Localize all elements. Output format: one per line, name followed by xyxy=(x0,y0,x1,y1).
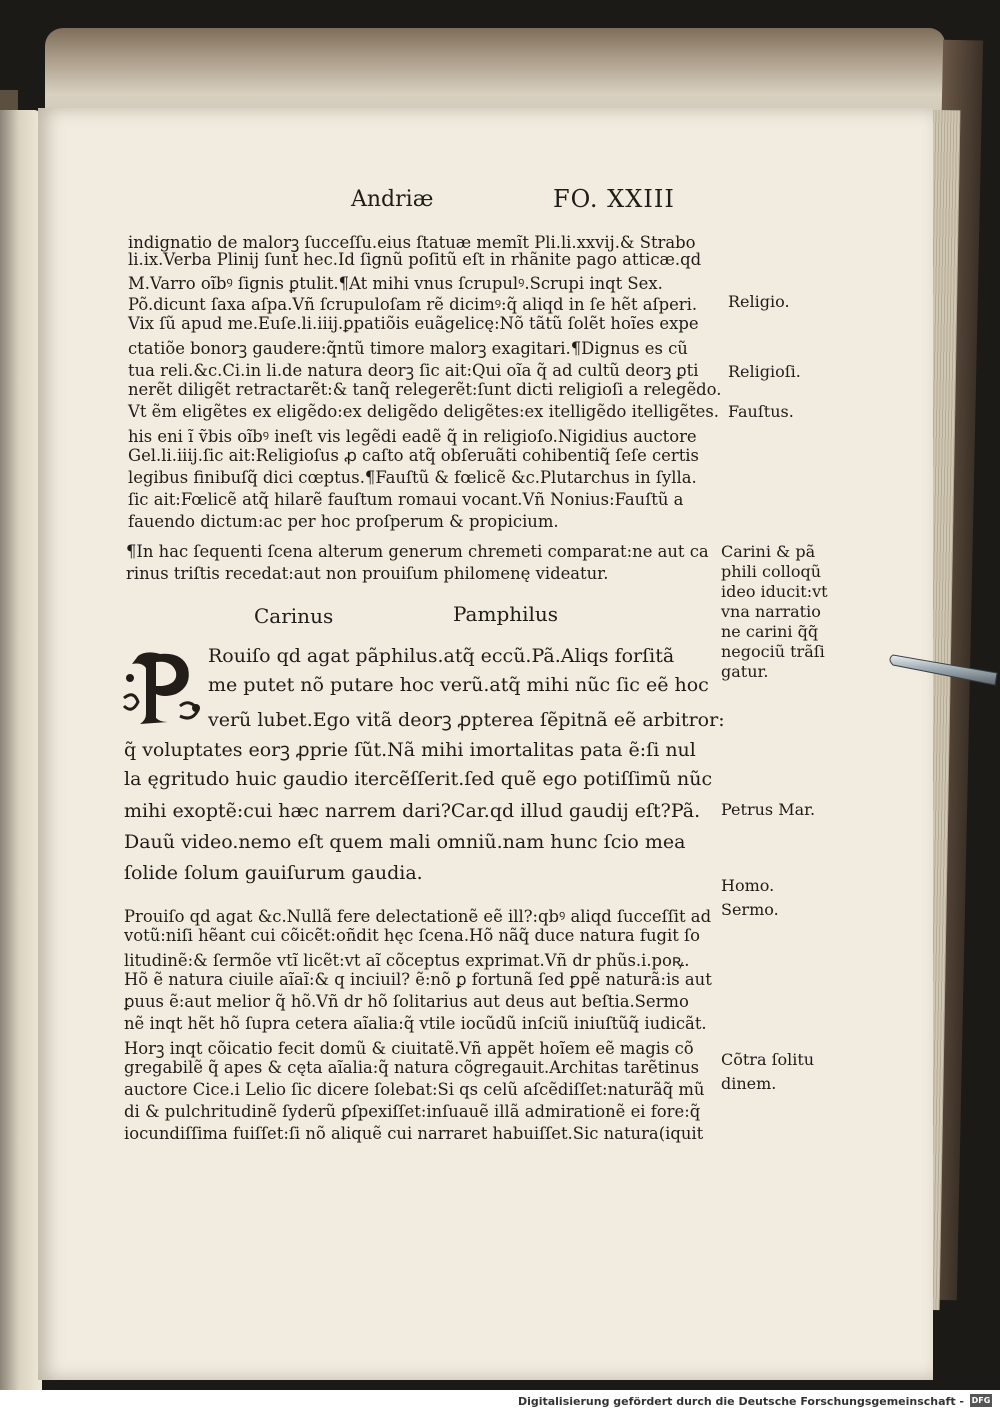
book-page xyxy=(38,108,933,1380)
margin-note-religiosi: Religioſi. xyxy=(728,362,801,381)
text-line: legibus finibuſq̃ dici cœptus.¶Fauſtũ & fœlicẽ &c.Plutarchus in ſylla. xyxy=(128,468,697,487)
play-line: q̃ voluptates eorꝫ ꝓprie ſũt.Nã mihi imortalitas pata ẽ:ſi nul xyxy=(124,739,696,761)
margin-note-faustus: Fauſtus. xyxy=(728,402,794,421)
dfg-logo: DFG xyxy=(971,1396,991,1405)
text-line: ſic ait:Fœlicẽ atq̃ hilarẽ fauſtum romaui vocant.Vñ Nonius:Fauſtũ a xyxy=(128,490,684,509)
text-line: indignatio de malorꝫ ſucceſſu.eius ſtatuæ memĩt Pli.li.xxvij.& Strabo xyxy=(128,233,696,252)
funding-credit: Digitalisierung gefördert durch die Deutsche Forschungsgemeinschaft - xyxy=(517,1395,964,1408)
margin-note-petrus: Petrus Mar. xyxy=(721,800,816,819)
text-line: fauendo dictum:ac per hoc proſperum & propicium. xyxy=(128,512,559,531)
margin-note-carini: Carini & pã xyxy=(721,542,816,561)
speaker-carinus: Carinus xyxy=(254,604,334,628)
left-page-edge xyxy=(0,110,42,1390)
folio-number: FO. XXIII xyxy=(553,185,675,213)
text-line: Horꝫ inqt cõicatio fecit domũ & ciuitatẽ.Vñ appẽt hoĩem eẽ magis cõ xyxy=(124,1039,694,1058)
footer-bar xyxy=(0,1390,1000,1412)
text-line: nẽ inqt hẽt hõ ſupra cetera aĩalia:q̃ vtile iocũdũ inſciũ iniuſtũq̃ iudicãt. xyxy=(124,1014,707,1033)
speaker-pamphilus: Pamphilus xyxy=(453,602,559,626)
play-line: me putet nõ putare hoc verũ.atq̃ mihi nũc ſic eẽ hoc xyxy=(208,674,709,696)
margin-note-carini: gatur. xyxy=(721,662,769,681)
running-title: Andriæ xyxy=(351,187,434,212)
text-line: ctatiõe bonorꝫ gaudere:q̃ntũ timore malorꝫ exagitari.¶Dignus es cũ xyxy=(128,339,688,358)
margin-note-carini: phili colloqũ xyxy=(721,562,821,581)
decorated-initial-p xyxy=(120,648,208,730)
scene-intro-line: ¶In hac ſequenti ſcena alterum generum chremeti comparat:ne aut ca xyxy=(126,542,709,561)
margin-note-carini: ideo iducit:vt xyxy=(721,582,828,601)
text-line: tua reli.&c.Ci.in li.de natura deorꝫ ſic ait:Qui oĩa q̃ ad cultũ deorꝫ ꝑti xyxy=(128,361,699,380)
margin-note-religio: Religio. xyxy=(728,292,790,311)
text-line: di & pulchritudinẽ ſyderũ ꝑſpexiſſet:inſuauẽ illã admirationẽ ei fore:q̃ xyxy=(124,1102,701,1121)
margin-note-carini: negociũ trãſi xyxy=(721,642,825,661)
text-line: Prouiſo qd agat &c.Nullã fere delectationẽ eẽ ill?:qbꝰ aliqd ſucceſſit ad xyxy=(124,907,712,926)
text-line: nerẽt diligẽt retractarẽt:& tanq̃ relegerẽt:ſunt dicti religioſi a relegẽdo. xyxy=(128,380,722,399)
text-line: ꝑuus ẽ:aut melior q̃ hõ.Vñ dr hõ ſolitarius aut deus aut beſtia.Sermo xyxy=(124,992,689,1011)
margin-note-carini: vna narratio xyxy=(721,602,821,621)
margin-note-homo: Homo. xyxy=(721,876,775,895)
margin-note-contra: Cõtra ſolitu xyxy=(721,1050,815,1069)
play-line: Dauũ video.nemo eſt quem mali omniũ.nam hunc ſcio mea xyxy=(124,831,686,853)
text-line: li.ix.Verba Plinij ſunt hec.Id ſignũ poſitũ eſt in rhãnite pago atticæ.qd xyxy=(128,250,702,269)
text-line: iocundiſſima fuiſſet:ſi nõ aliquẽ cui narraret habuiſſet.Sic natura(iquit xyxy=(124,1124,704,1143)
text-line: Gel.li.iiij.ſic ait:Religioſus ꝓ caſto atq̃ obſeruãti cohibentiq̃ ſeſe certis xyxy=(128,446,699,465)
play-line: Rouiſo qd agat pãphilus.atq̃ eccũ.Pã.Aliqs forſitã xyxy=(208,645,675,667)
text-line: his eni ĩ ṽbis oĩbꝰ ineſt vis legẽdi eadẽ q̃ in religioſo.Nigidius auctore xyxy=(128,427,697,446)
text-line: gregabilẽ q̃ apes & cęta aĩalia:q̃ natura cõgregauit.Architas tarẽtinus xyxy=(124,1058,700,1077)
text-line: Vix ſũ apud me.Euſe.li.iiij.ꝑpatiõis euãgelicę:Nõ tãtũ ſolẽt hoĩes expe xyxy=(128,314,699,333)
play-line: ſolide ſolum gauiſurum gaudia. xyxy=(124,862,423,884)
text-line: Põ.dicunt ſaxa aſpa.Vñ ſcrupuloſam rẽ dicimꝰ:q̃ aliqd in ſe hẽt aſperi. xyxy=(128,295,698,314)
play-line: la ęgritudo huic gaudio itercẽſſerit.ſed quẽ ego potiſſimũ nũc xyxy=(124,768,713,790)
margin-note-contra: dinem. xyxy=(721,1074,777,1093)
play-line: mihi exoptẽ:cui hæc narrem dari?Car.qd illud gaudij eſt?Pã. xyxy=(124,800,701,822)
margin-note-sermo: Sermo. xyxy=(721,900,779,919)
text-line: M.Varro oĩbꝰ ſignis ꝑtulit.¶At mihi vnus ſcrupulꝰ.Scrupi inqt Sex. xyxy=(128,274,663,293)
scene-intro-line: rinus triſtis recedat:aut non prouiſum philomenę videatur. xyxy=(126,564,609,583)
text-line: litudinẽ:& ſermõe vtĩ licẽt:vt aĩ cõceptus exprimat.Vñ dr phũs.i.poꝶ. xyxy=(124,951,690,970)
margin-note-carini: ne carini q̃q̃ xyxy=(721,622,819,641)
text-line: auctore Cice.i Lelio ſic dicere ſolebat:Si qs celũ aſcẽdiſſet:naturãq̃ mũ xyxy=(124,1080,705,1099)
play-line: verũ lubet.Ego vitã deorꝫ ꝓpterea ſẽpitnã eẽ arbitror: xyxy=(208,709,725,731)
text-line: votũ:niſi hẽant cui cõicẽt:oñdit hęc ſcena.Hõ nãq̃ duce natura fugit ſo xyxy=(124,926,700,945)
pen-clip-icon xyxy=(885,645,1000,695)
text-line: Hõ ẽ natura ciuile aĩaĩ:& q inciuil? ẽ:nõ ꝑ fortunã ſed ꝑpẽ naturã:is aut xyxy=(124,970,712,989)
text-line: Vt ẽm eligẽtes ex eligẽdo:ex deligẽdo deligẽtes:ex itelligẽdo itelligẽtes. xyxy=(128,402,719,421)
